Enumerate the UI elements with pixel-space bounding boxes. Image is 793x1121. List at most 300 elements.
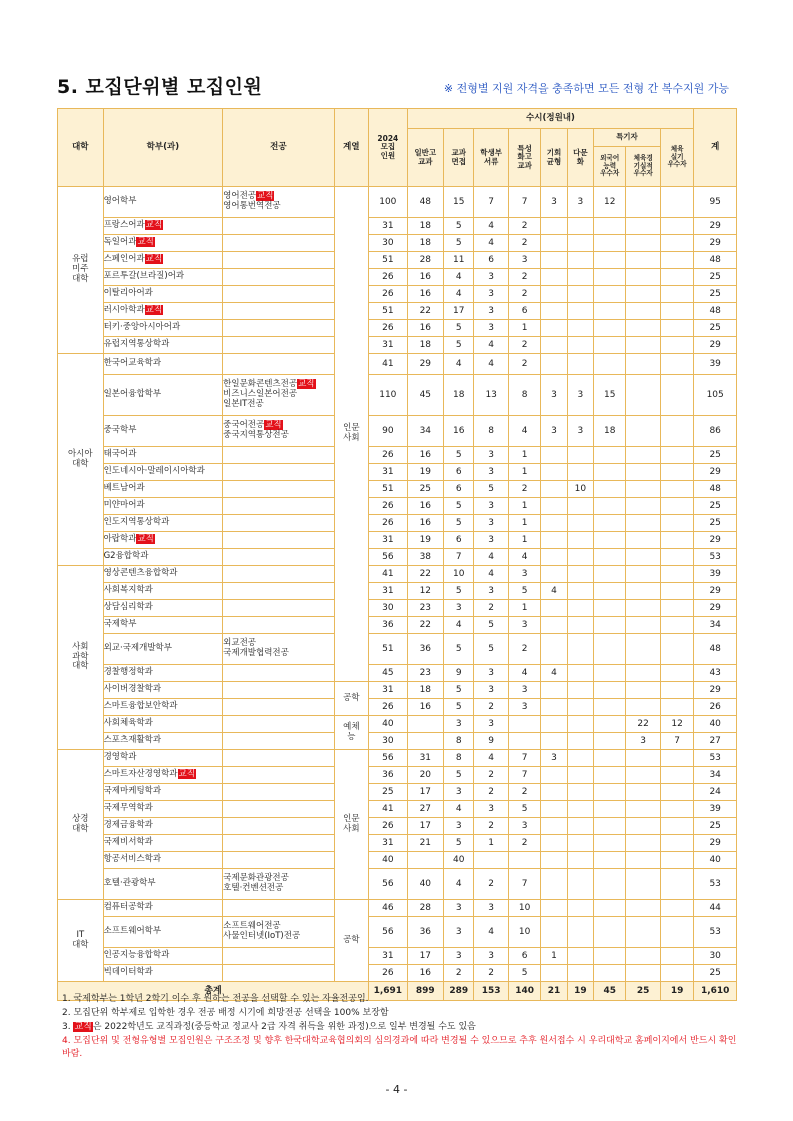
table-row xyxy=(58,532,737,549)
teaching-badge: 교직 xyxy=(137,237,154,248)
faculty-cell xyxy=(103,699,223,716)
table-row xyxy=(58,699,737,716)
header-sports-skill: 체육경 기실적 우수자 xyxy=(626,147,660,187)
value-cell: 7 xyxy=(508,187,540,218)
major-cell xyxy=(223,218,334,235)
value-cell: 12 xyxy=(660,716,693,733)
value-cell: 3 xyxy=(444,600,474,617)
value-cell xyxy=(626,303,660,320)
value-cell xyxy=(660,269,693,286)
value-cell xyxy=(567,767,593,784)
value-cell xyxy=(626,566,660,583)
table-row xyxy=(58,767,737,784)
value-cell xyxy=(541,286,567,303)
quota-cell: 26 xyxy=(369,269,408,286)
value-cell: 10 xyxy=(508,900,540,917)
value-cell: 3 xyxy=(444,784,474,801)
value-cell xyxy=(594,600,626,617)
value-cell xyxy=(541,252,567,269)
page-title: 5. 모집단위별 모집인원 xyxy=(57,76,263,98)
value-cell: 8 xyxy=(444,750,474,767)
quota-cell: 56 xyxy=(369,549,408,566)
value-cell: 2 xyxy=(474,869,508,900)
teaching-badge: 교직 xyxy=(145,220,163,231)
quota-cell: 26 xyxy=(369,515,408,532)
faculty-cell xyxy=(103,416,223,447)
table-row xyxy=(58,835,737,852)
major-cell xyxy=(223,481,334,498)
value-cell: 4 xyxy=(474,235,508,252)
value-cell xyxy=(660,682,693,699)
total-cell: 25 xyxy=(694,447,737,464)
value-cell xyxy=(541,965,567,982)
value-cell xyxy=(567,464,593,481)
value-cell: 3 xyxy=(444,716,474,733)
value-cell xyxy=(567,549,593,566)
value-cell: 2 xyxy=(508,337,540,354)
value-cell: 16 xyxy=(407,515,443,532)
value-cell xyxy=(660,549,693,566)
major-text: 영어전공 xyxy=(223,191,257,202)
value-cell xyxy=(660,767,693,784)
value-cell xyxy=(541,852,567,869)
college-cell: IT 대학 xyxy=(58,900,104,982)
page-number: - 4 - xyxy=(385,1083,408,1096)
value-cell: 3 xyxy=(541,750,567,767)
value-cell xyxy=(626,665,660,682)
faculty-cell xyxy=(103,187,223,218)
value-cell: 6 xyxy=(444,464,474,481)
value-cell xyxy=(660,566,693,583)
total-cell: 26 xyxy=(694,699,737,716)
value-cell xyxy=(626,682,660,699)
table-row xyxy=(58,634,737,665)
total-cell: 40 xyxy=(694,852,737,869)
quota-cell: 41 xyxy=(369,354,408,375)
value-cell: 3 xyxy=(567,187,593,218)
value-cell: 2 xyxy=(474,699,508,716)
faculty-cell xyxy=(103,549,223,566)
value-cell xyxy=(626,583,660,600)
value-cell xyxy=(626,252,660,269)
faculty-name: 경찰행정학과 xyxy=(103,667,153,678)
header-total: 계 xyxy=(694,109,737,187)
total-cell: 25 xyxy=(694,498,737,515)
value-cell xyxy=(594,917,626,948)
value-cell: 3 xyxy=(444,917,474,948)
major-cell xyxy=(223,900,334,917)
quota-cell: 40 xyxy=(369,716,408,733)
value-cell: 6 xyxy=(444,532,474,549)
header-major: 전공 xyxy=(223,109,334,187)
total-cell: 40 xyxy=(694,716,737,733)
value-cell xyxy=(626,869,660,900)
value-cell xyxy=(541,900,567,917)
value-cell xyxy=(567,948,593,965)
value-cell: 36 xyxy=(407,917,443,948)
value-cell xyxy=(626,515,660,532)
value-cell: 18 xyxy=(407,337,443,354)
value-cell xyxy=(567,835,593,852)
value-cell: 5 xyxy=(444,767,474,784)
major-cell xyxy=(223,303,334,320)
value-cell xyxy=(660,699,693,716)
faculty-cell xyxy=(103,716,223,733)
value-cell: 4 xyxy=(474,549,508,566)
value-cell xyxy=(626,617,660,634)
value-cell xyxy=(567,498,593,515)
totals-value: 289 xyxy=(444,982,474,1001)
faculty-name: 사이버경찰학과 xyxy=(103,684,162,695)
totals-value: 45 xyxy=(594,982,626,1001)
faculty-name: 러시아학과 xyxy=(103,305,145,316)
value-cell xyxy=(660,286,693,303)
major-cell xyxy=(223,320,334,337)
major-cell xyxy=(223,767,334,784)
value-cell: 16 xyxy=(407,965,443,982)
value-cell xyxy=(626,481,660,498)
totals-label: 총계 xyxy=(58,982,369,1001)
quota-cell: 26 xyxy=(369,965,408,982)
major-cell xyxy=(223,447,334,464)
quota-cell: 56 xyxy=(369,869,408,900)
value-cell: 34 xyxy=(407,416,443,447)
total-cell: 25 xyxy=(694,515,737,532)
value-cell xyxy=(541,218,567,235)
table-row xyxy=(58,617,737,634)
value-cell xyxy=(541,733,567,750)
table-row xyxy=(58,252,737,269)
value-cell xyxy=(541,549,567,566)
footnote-3-number: 3. xyxy=(62,1022,71,1033)
total-cell: 27 xyxy=(694,733,737,750)
major-cell xyxy=(223,498,334,515)
value-cell: 4 xyxy=(474,566,508,583)
quota-cell: 36 xyxy=(369,767,408,784)
value-cell: 1 xyxy=(508,515,540,532)
value-cell xyxy=(594,515,626,532)
value-cell: 16 xyxy=(407,447,443,464)
value-cell xyxy=(626,767,660,784)
value-cell xyxy=(541,532,567,549)
faculty-cell xyxy=(103,337,223,354)
value-cell xyxy=(508,716,540,733)
value-cell: 5 xyxy=(444,583,474,600)
value-cell xyxy=(567,252,593,269)
total-cell: 43 xyxy=(694,665,737,682)
value-cell xyxy=(567,303,593,320)
value-cell xyxy=(626,784,660,801)
value-cell xyxy=(541,600,567,617)
value-cell: 22 xyxy=(407,617,443,634)
value-cell xyxy=(567,566,593,583)
faculty-name: 인도네시아·말레이시아학과 xyxy=(103,466,205,477)
quota-cell: 41 xyxy=(369,801,408,818)
faculty-cell xyxy=(103,682,223,699)
value-cell: 3 xyxy=(508,617,540,634)
total-cell: 44 xyxy=(694,900,737,917)
value-cell: 18 xyxy=(407,235,443,252)
major-cell xyxy=(223,375,334,416)
teaching-badge: 교직 xyxy=(74,1022,92,1033)
value-cell xyxy=(567,532,593,549)
quota-cell: 40 xyxy=(369,852,408,869)
value-cell xyxy=(541,699,567,716)
faculty-cell xyxy=(103,303,223,320)
faculty-name: 이탈리아어과 xyxy=(103,288,153,299)
faculty-name: 미얀마어과 xyxy=(103,500,145,511)
footnote-3 xyxy=(62,1021,742,1033)
faculty-name: G2융합학과 xyxy=(103,551,149,562)
value-cell xyxy=(594,665,626,682)
value-cell xyxy=(660,750,693,767)
value-cell xyxy=(626,375,660,416)
footnote-2: 2. 모집단위 학부제로 입학한 경우 전공 배정 시기에 희망전공 선택을 100% 보장함 xyxy=(62,1008,389,1019)
page-header xyxy=(57,72,737,106)
value-cell: 16 xyxy=(407,699,443,716)
faculty-cell xyxy=(103,965,223,982)
value-cell: 2 xyxy=(474,965,508,982)
header-multicultural: 다문 화 xyxy=(567,129,593,187)
value-cell: 3 xyxy=(567,416,593,447)
value-cell xyxy=(567,218,593,235)
value-cell: 4 xyxy=(474,354,508,375)
header-susi: 수시(정원내) xyxy=(407,109,694,129)
value-cell xyxy=(594,784,626,801)
value-cell: 5 xyxy=(444,447,474,464)
faculty-cell xyxy=(103,566,223,583)
value-cell: 4 xyxy=(541,665,567,682)
value-cell xyxy=(660,869,693,900)
value-cell: 3 xyxy=(474,320,508,337)
faculty-name: 터키·중앙아시아어과 xyxy=(103,322,181,333)
value-cell xyxy=(541,767,567,784)
total-cell: 29 xyxy=(694,600,737,617)
value-cell xyxy=(660,948,693,965)
teaching-badge: 교직 xyxy=(145,305,163,316)
table-row xyxy=(58,600,737,617)
value-cell: 8 xyxy=(508,375,540,416)
value-cell: 3 xyxy=(508,699,540,716)
value-cell: 1 xyxy=(508,320,540,337)
value-cell: 2 xyxy=(508,634,540,665)
value-cell xyxy=(660,464,693,481)
value-cell: 3 xyxy=(567,375,593,416)
value-cell xyxy=(594,498,626,515)
table-row xyxy=(58,948,737,965)
value-cell xyxy=(594,320,626,337)
value-cell: 7 xyxy=(508,750,540,767)
value-cell xyxy=(660,498,693,515)
header-opportunity: 기회 균형 xyxy=(541,129,567,187)
value-cell: 18 xyxy=(407,218,443,235)
footnote-4: 4. 모집단위 및 전형유형별 모집인원은 구조조정 및 향후 한국대학교육협의회의 심의경과에 따라 변경될 수 있으므로 추후 원서접수 시 우리대학교 홈페이지에서 반드시 확인 바람. xyxy=(62,1036,737,1059)
value-cell: 12 xyxy=(594,187,626,218)
table-row xyxy=(58,583,737,600)
value-cell: 6 xyxy=(508,303,540,320)
major-cell xyxy=(223,818,334,835)
value-cell: 3 xyxy=(474,447,508,464)
quota-cell: 31 xyxy=(369,464,408,481)
quota-cell: 51 xyxy=(369,634,408,665)
total-cell: 29 xyxy=(694,337,737,354)
value-cell xyxy=(594,481,626,498)
major-cell xyxy=(223,948,334,965)
value-cell: 3 xyxy=(474,464,508,481)
value-cell xyxy=(626,269,660,286)
value-cell xyxy=(567,320,593,337)
value-cell xyxy=(660,665,693,682)
value-cell: 5 xyxy=(474,481,508,498)
teaching-badge: 교직 xyxy=(265,420,282,431)
value-cell: 20 xyxy=(407,767,443,784)
faculty-name: 독일어과 xyxy=(103,237,137,248)
table-row xyxy=(58,549,737,566)
table-row xyxy=(58,320,737,337)
total-cell: 34 xyxy=(694,617,737,634)
value-cell: 23 xyxy=(407,600,443,617)
quota-cell: 26 xyxy=(369,447,408,464)
value-cell xyxy=(626,187,660,218)
value-cell: 4 xyxy=(444,617,474,634)
header-college: 대학 xyxy=(58,109,104,187)
value-cell xyxy=(660,634,693,665)
major-text: 외교전공 xyxy=(223,638,257,649)
quota-cell: 41 xyxy=(369,566,408,583)
college-cell: 유럽 미주 대학 xyxy=(58,187,104,354)
major-name xyxy=(223,884,333,894)
value-cell xyxy=(626,948,660,965)
value-cell xyxy=(660,447,693,464)
faculty-cell xyxy=(103,515,223,532)
value-cell xyxy=(567,682,593,699)
value-cell: 1 xyxy=(508,447,540,464)
value-cell: 3 xyxy=(508,252,540,269)
faculty-name: 사회체육학과 xyxy=(103,718,153,729)
table-row xyxy=(58,303,737,320)
footnote-1: 1. 국제학부는 1학년 2학기 이수 후 원하는 전공을 선택할 수 있는 자율전공임. xyxy=(62,994,369,1004)
faculty-cell xyxy=(103,835,223,852)
major-text: 일본IT전공 xyxy=(223,398,264,409)
major-cell xyxy=(223,354,334,375)
value-cell: 3 xyxy=(541,416,567,447)
table-row xyxy=(58,665,737,682)
table-row xyxy=(58,917,737,948)
value-cell xyxy=(594,767,626,784)
value-cell xyxy=(660,375,693,416)
value-cell xyxy=(567,965,593,982)
major-text: 국제개발협력전공 xyxy=(223,648,289,658)
value-cell xyxy=(567,665,593,682)
value-cell: 16 xyxy=(444,416,474,447)
value-cell: 2 xyxy=(474,784,508,801)
total-cell: 25 xyxy=(694,320,737,337)
faculty-cell xyxy=(103,252,223,269)
table-row xyxy=(58,682,737,699)
value-cell xyxy=(660,917,693,948)
value-cell: 15 xyxy=(594,375,626,416)
value-cell: 45 xyxy=(407,375,443,416)
total-cell: 53 xyxy=(694,750,737,767)
table-row xyxy=(58,354,737,375)
major-cell xyxy=(223,583,334,600)
total-cell: 48 xyxy=(694,634,737,665)
value-cell xyxy=(626,286,660,303)
quota-cell: 51 xyxy=(369,252,408,269)
total-cell: 25 xyxy=(694,286,737,303)
total-cell: 29 xyxy=(694,583,737,600)
value-cell xyxy=(594,235,626,252)
major-cell xyxy=(223,187,334,218)
value-cell xyxy=(626,900,660,917)
faculty-cell xyxy=(103,481,223,498)
college-cell: 사회 과학 대학 xyxy=(58,566,104,750)
value-cell xyxy=(594,948,626,965)
value-cell xyxy=(594,852,626,869)
faculty-cell xyxy=(103,869,223,900)
faculty-cell xyxy=(103,320,223,337)
value-cell xyxy=(660,900,693,917)
value-cell: 2 xyxy=(508,835,540,852)
quota-cell: 26 xyxy=(369,320,408,337)
value-cell xyxy=(541,917,567,948)
faculty-name: 한국어교육학과 xyxy=(103,358,162,369)
value-cell xyxy=(660,784,693,801)
value-cell xyxy=(541,235,567,252)
faculty-name: 외교·국제개발학부 xyxy=(103,643,172,654)
quota-cell: 31 xyxy=(369,835,408,852)
value-cell: 7 xyxy=(508,767,540,784)
value-cell xyxy=(660,218,693,235)
faculty-name: 항공서비스학과 xyxy=(103,854,162,865)
value-cell xyxy=(626,320,660,337)
value-cell: 4 xyxy=(444,269,474,286)
value-cell: 2 xyxy=(508,286,540,303)
value-cell: 5 xyxy=(508,801,540,818)
value-cell xyxy=(541,481,567,498)
value-cell xyxy=(626,965,660,982)
table-row xyxy=(58,235,737,252)
value-cell xyxy=(407,733,443,750)
major-text: 국제문화관광전공 xyxy=(223,873,289,884)
value-cell: 2 xyxy=(508,784,540,801)
major-text: 소프트웨어전공 xyxy=(223,921,281,932)
total-cell: 53 xyxy=(694,917,737,948)
value-cell xyxy=(594,532,626,549)
major-cell xyxy=(223,416,334,447)
major-cell xyxy=(223,869,334,900)
faculty-name: 소프트웨어학부 xyxy=(103,926,162,937)
value-cell xyxy=(594,354,626,375)
major-text: 호텔·컨벤션전공 xyxy=(223,883,284,893)
value-cell xyxy=(626,235,660,252)
quota-cell: 56 xyxy=(369,917,408,948)
faculty-name: 포르투갈(브라질)어과 xyxy=(103,271,185,282)
faculty-name: 경영학과 xyxy=(103,752,137,763)
major-cell xyxy=(223,515,334,532)
value-cell: 4 xyxy=(474,917,508,948)
faculty-name: 국제비서학과 xyxy=(103,837,153,848)
value-cell: 3 xyxy=(474,303,508,320)
value-cell xyxy=(567,852,593,869)
value-cell: 5 xyxy=(508,583,540,600)
value-cell xyxy=(567,617,593,634)
value-cell: 23 xyxy=(407,665,443,682)
faculty-cell xyxy=(103,498,223,515)
value-cell: 7 xyxy=(444,549,474,566)
value-cell: 2 xyxy=(474,600,508,617)
faculty-name: 스마트융합보안학과 xyxy=(103,701,178,712)
